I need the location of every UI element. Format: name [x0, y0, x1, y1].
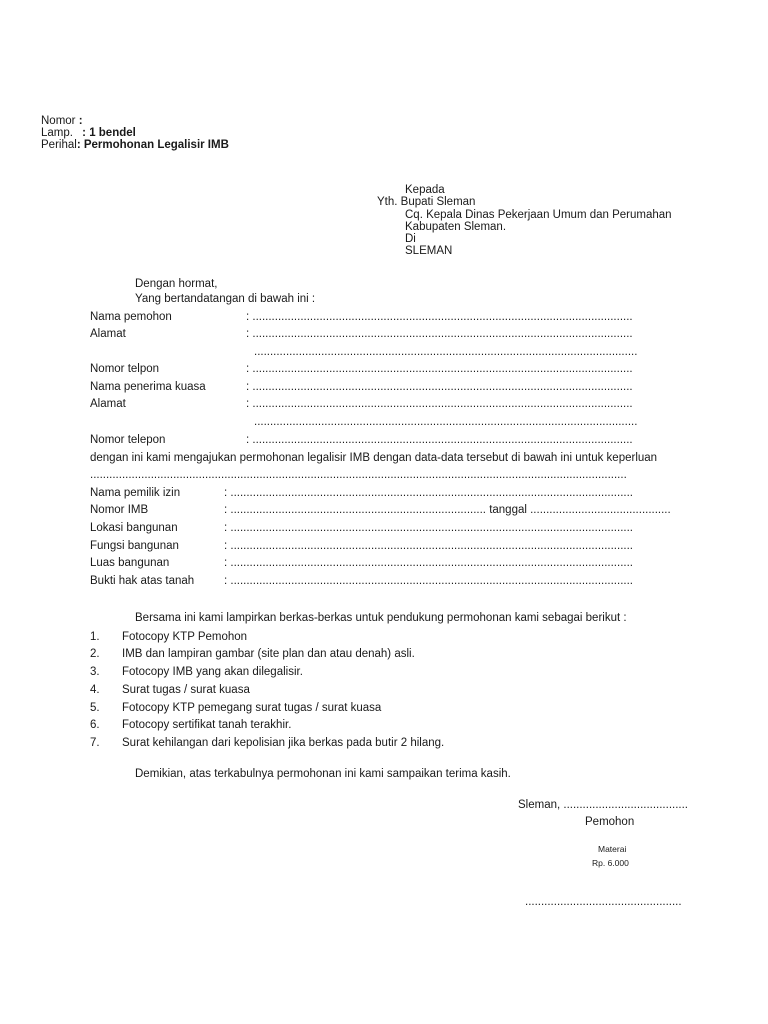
field-value-alamat-2: ........................................................................................................................ — [254, 346, 638, 358]
field-value-penerima-kuasa: : ....................................................................................................................... — [246, 381, 633, 393]
attachment-num: 4. — [90, 684, 100, 696]
field-label-nomor-telepon-kuasa: Nomor telepon — [90, 434, 166, 446]
attachment-item: IMB dan lampiran gambar (site plan dan atau denah) asli. — [122, 648, 415, 660]
attachment-num: 3. — [90, 666, 100, 678]
recipient-city: SLEMAN — [405, 245, 453, 257]
attachment-item: Fotocopy KTP Pemohon — [122, 631, 248, 643]
stamp-amount: Rp. 6.000 — [592, 858, 629, 868]
stamp-label: Materai — [598, 844, 627, 854]
attachment-num: 1. — [90, 631, 100, 643]
field-label-nama-pemohon: Nama pemohon — [90, 311, 172, 323]
attachment-item: Surat kehilangan dari kepolisian jika berkas pada butir 2 hilang. — [122, 737, 445, 749]
field-value-alamat-kuasa-2: ........................................................................................................................ — [254, 416, 638, 428]
imb-value-fungsi: : .............................................................................................................................. — [224, 540, 633, 552]
imb-value-lokasi: : .............................................................................................................................. — [224, 522, 633, 534]
recipient-kabupaten: Kabupaten Sleman. — [405, 221, 507, 233]
attachment-num: 6. — [90, 719, 100, 731]
imb-label-fungsi: Fungsi bangunan — [90, 540, 179, 552]
imb-label-pemilik: Nama pemilik izin — [90, 487, 181, 499]
signer-role: Pemohon — [585, 816, 635, 828]
recipient-bupati: Yth. Bupati Sleman — [377, 196, 476, 208]
attachment-num: 2. — [90, 648, 100, 660]
field-label-alamat: Alamat — [90, 328, 126, 340]
lamp-value: : 1 bendel — [82, 127, 136, 139]
perihal-line — [41, 139, 229, 152]
attachment-item: Fotocopy IMB yang akan dilegalisir. — [122, 666, 303, 678]
greeting: Dengan hormat, — [135, 278, 218, 290]
field-value-alamat-kuasa: : ....................................................................................................................... — [246, 398, 633, 410]
perihal-value: : Permohonan Legalisir IMB — [76, 139, 229, 151]
imb-value-pemilik: : .............................................................................................................................. — [224, 487, 633, 499]
attachment-item: Surat tugas / surat kuasa — [122, 684, 250, 696]
attachment-item: Fotocopy sertifikat tanah terakhir. — [122, 719, 292, 731]
field-label-penerima-kuasa: Nama penerima kuasa — [90, 381, 206, 393]
intro-text: Yang bertandatangan di bawah ini : — [135, 293, 316, 305]
attachment-num: 5. — [90, 702, 100, 714]
field-label-alamat-kuasa: Alamat — [90, 398, 126, 410]
perihal-label: Perihal — [41, 139, 77, 151]
nomor-label: Nomor — [41, 115, 76, 127]
attachment-item: Fotocopy KTP pemegang surat tugas / surat kuasa — [122, 702, 382, 714]
imb-label-luas: Luas bangunan — [90, 557, 170, 569]
field-value-nomor-telepon-kuasa: : ....................................................................................................................... — [246, 434, 633, 446]
imb-label-bukti: Bukti hak atas tanah — [90, 575, 195, 587]
recipient-di: Di — [405, 233, 416, 245]
imb-value-nomor: : ................................................................................ tanggal ............................................ — [224, 504, 671, 516]
attachments-intro: Bersama ini kami lampirkan berkas-berkas untuk pendukung permohonan kami sebagai berikut : — [135, 612, 627, 624]
field-value-nomor-telpon: : ....................................................................................................................... — [246, 363, 633, 375]
field-value-nama-pemohon: : ....................................................................................................................... — [246, 311, 633, 323]
place-date: Sleman, ....................................... — [518, 799, 688, 811]
field-label-nomor-telpon: Nomor telpon — [90, 363, 160, 375]
recipient-cq: Cq. Kepala Dinas Pekerjaan Umum dan Perumahan — [405, 209, 672, 221]
recipient-kepada: Kepada — [405, 184, 445, 196]
signer-name-line: ................................................. — [525, 896, 682, 908]
imb-label-lokasi: Lokasi bangunan — [90, 522, 178, 534]
attachment-num: 7. — [90, 737, 100, 749]
closing-text: Demikian, atas terkabulnya permohonan ini kami sampaikan terima kasih. — [135, 768, 511, 780]
purpose-dots: ........................................................................................................................................................................ — [90, 469, 627, 481]
purpose-text: dengan ini kami mengajukan permohonan legalisir IMB dengan data-data tersebut di bawah ini untuk keperluan — [90, 452, 658, 464]
imb-value-bukti: : .............................................................................................................................. — [224, 575, 633, 587]
imb-label-nomor: Nomor IMB — [90, 504, 149, 516]
field-value-alamat: : ....................................................................................................................... — [246, 328, 633, 340]
lamp-label: Lamp. — [41, 127, 73, 139]
nomor-separator: : — [78, 115, 83, 127]
imb-value-luas: : .............................................................................................................................. — [224, 557, 633, 569]
